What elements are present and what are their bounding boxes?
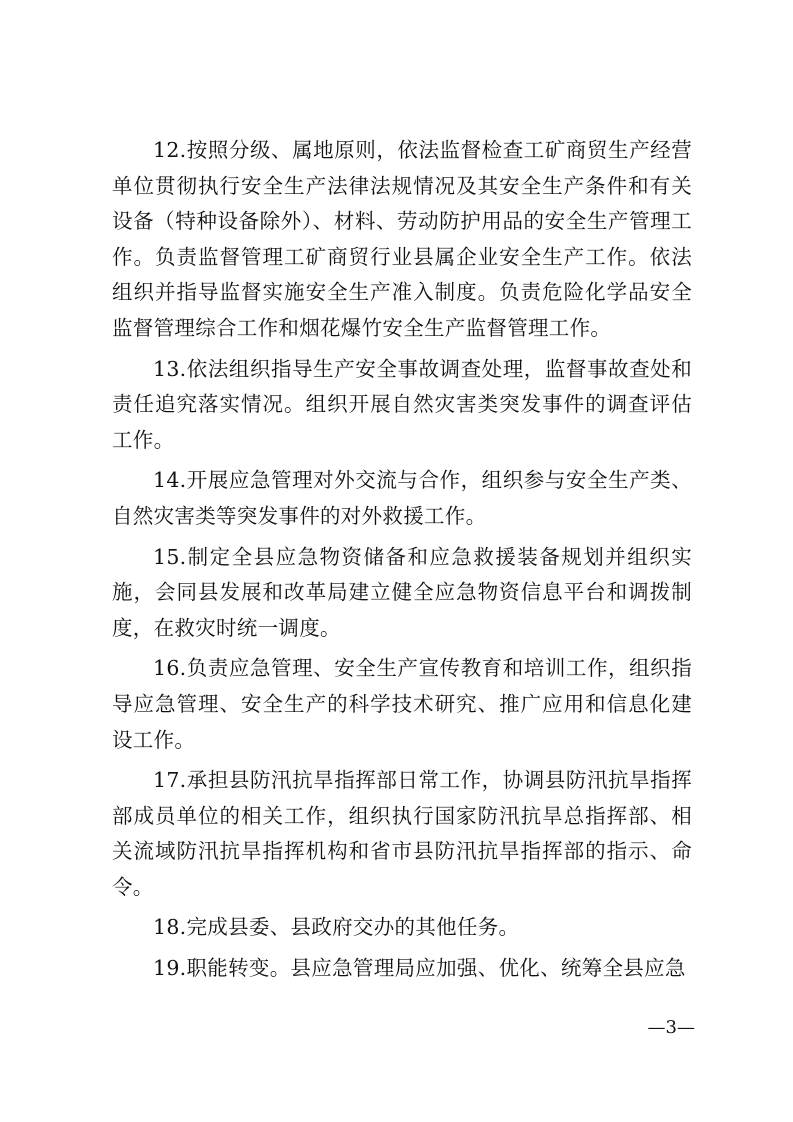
document-body	[112, 133, 692, 992]
paragraph-17: 17.承担县防汛抗旱指挥部日常工作，协调县防汛抗旱指挥部成员单位的相关工作，组织执行国家防汛抗旱总指挥部、相关流域防汛抗旱指挥机构和省市县防汛抗旱指挥部的指示、命令。	[112, 768, 692, 899]
paragraph-13: 13.依法组织指导生产安全事故调查处理，监督事故查处和责任追究落实情况。组织开展自然灾害类突发事件的调查评估工作。	[112, 356, 692, 452]
paragraph-18: 18.完成县委、县政府交办的其他任务。	[153, 915, 520, 940]
paragraph-16: 16.负责应急管理、安全生产宣传教育和培训工作，组织指导应急管理、安全生产的科学技术研究、推广应用和信息化建设工作。	[112, 656, 692, 752]
paragraph-12: 12.按照分级、属地原则，依法监督检查工矿商贸生产经营单位贯彻执行安全生产法律法规情况及其安全生产条件和有关设备（特种设备除外）、材料、劳动防护用品的安全生产管理工作。负责监督管理工矿商贸行业县属企业安全生产工作。依法组织并指导监督实施安全生产准入制度。负责危险化学品安全监督管理综合工作和烟花爆竹安全生产监督管理工作。	[112, 138, 692, 340]
paragraph-19: 19.职能转变。县应急管理局应加强、优化、统筹全县应急	[153, 956, 686, 981]
paragraph-14: 14.开展应急管理对外交流与合作，组织参与安全生产类、自然灾害类等突发事件的对外救援工作。	[112, 468, 692, 528]
paragraph-15: 15.制定全县应急物资储备和应急救援装备规划并组织实施，会同县发展和改革局建立健全应急物资信息平台和调拨制度，在救灾时统一调度。	[112, 544, 692, 640]
page-number: —3—	[647, 1017, 695, 1038]
